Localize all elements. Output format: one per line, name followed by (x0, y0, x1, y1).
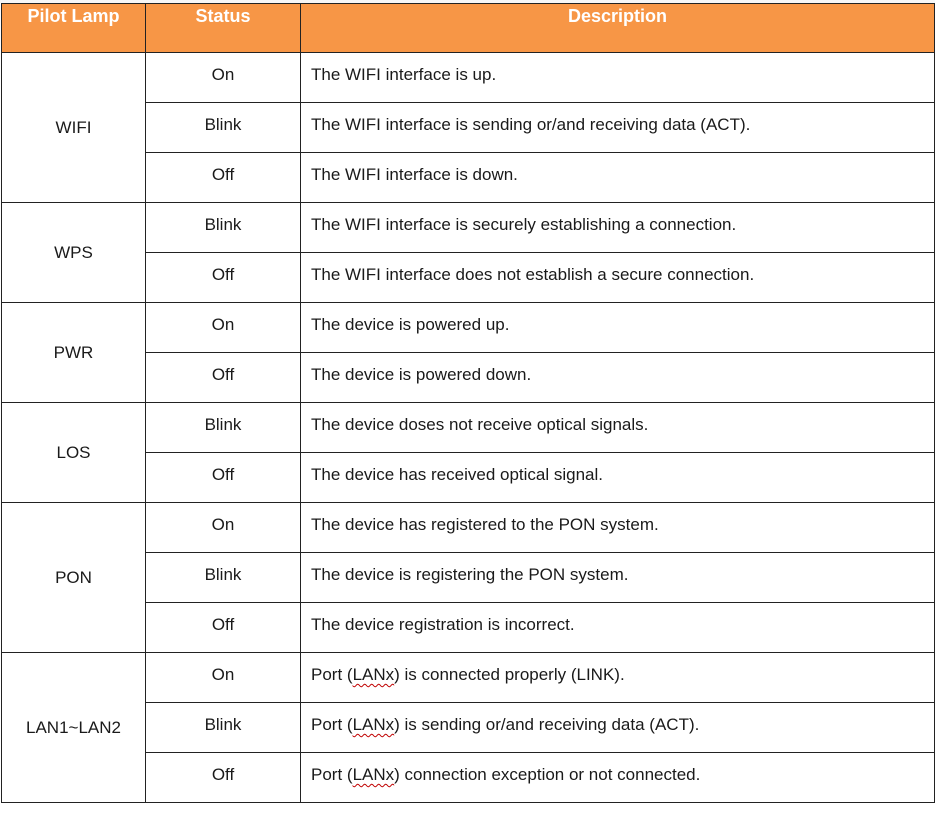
table-header (2, 4, 935, 53)
status-cell: Blink (146, 103, 301, 153)
lamp-name-cell: PON (2, 503, 146, 653)
desc-suffix: ) connection exception or not connected. (394, 765, 701, 784)
description-cell: The device is powered down. (301, 353, 935, 403)
status-cell: Off (146, 253, 301, 303)
description-cell: The device is powered up. (301, 303, 935, 353)
description-cell: The WIFI interface does not establish a secure connection. (301, 253, 935, 303)
status-cell: Off (146, 753, 301, 803)
status-cell: Blink (146, 403, 301, 453)
status-cell: Off (146, 153, 301, 203)
lamp-name-cell: LAN1~LAN2 (2, 653, 146, 803)
status-cell: Off (146, 603, 301, 653)
status-cell: On (146, 53, 301, 103)
table-row (2, 503, 935, 553)
port-name-spellcheck: LANx (352, 715, 395, 734)
pilot-lamp-table (1, 3, 935, 803)
description-cell: The device doses not receive optical signals. (301, 403, 935, 453)
status-cell: Blink (146, 553, 301, 603)
desc-prefix: Port ( (311, 715, 353, 734)
table-row (2, 53, 935, 103)
header-pilot-lamp: Pilot Lamp (2, 4, 146, 53)
status-cell: Off (146, 453, 301, 503)
description-cell: The device registration is incorrect. (301, 603, 935, 653)
lamp-name-cell: LOS (2, 403, 146, 503)
description-cell: The device has received optical signal. (301, 453, 935, 503)
lamp-name-cell: PWR (2, 303, 146, 403)
description-cell: The device has registered to the PON system. (301, 503, 935, 553)
description-cell: The WIFI interface is securely establishing a connection. (301, 203, 935, 253)
description-cell: The WIFI interface is sending or/and receiving data (ACT). (301, 103, 935, 153)
header-status: Status (146, 4, 301, 53)
table-row (2, 203, 935, 253)
description-cell (301, 753, 935, 803)
lamp-name-cell: WPS (2, 203, 146, 303)
port-name-spellcheck: LANx (352, 665, 395, 684)
desc-prefix: Port ( (311, 665, 353, 684)
table-row (2, 403, 935, 453)
status-cell: Blink (146, 703, 301, 753)
description-cell: The device is registering the PON system. (301, 553, 935, 603)
table-row (2, 303, 935, 353)
status-cell: On (146, 503, 301, 553)
status-cell: Blink (146, 203, 301, 253)
desc-suffix: ) is connected properly (LINK). (394, 665, 625, 684)
table-body (2, 53, 935, 803)
lamp-name-cell: WIFI (2, 53, 146, 203)
status-cell: On (146, 303, 301, 353)
description-cell (301, 653, 935, 703)
table-row (2, 653, 935, 703)
description-cell (301, 703, 935, 753)
status-cell: Off (146, 353, 301, 403)
desc-suffix: ) is sending or/and receiving data (ACT). (394, 715, 700, 734)
description-cell: The WIFI interface is down. (301, 153, 935, 203)
desc-prefix: Port ( (311, 765, 353, 784)
header-description: Description (301, 4, 935, 53)
status-cell: On (146, 653, 301, 703)
header-row (2, 4, 935, 53)
description-cell: The WIFI interface is up. (301, 53, 935, 103)
port-name-spellcheck: LANx (352, 765, 395, 784)
